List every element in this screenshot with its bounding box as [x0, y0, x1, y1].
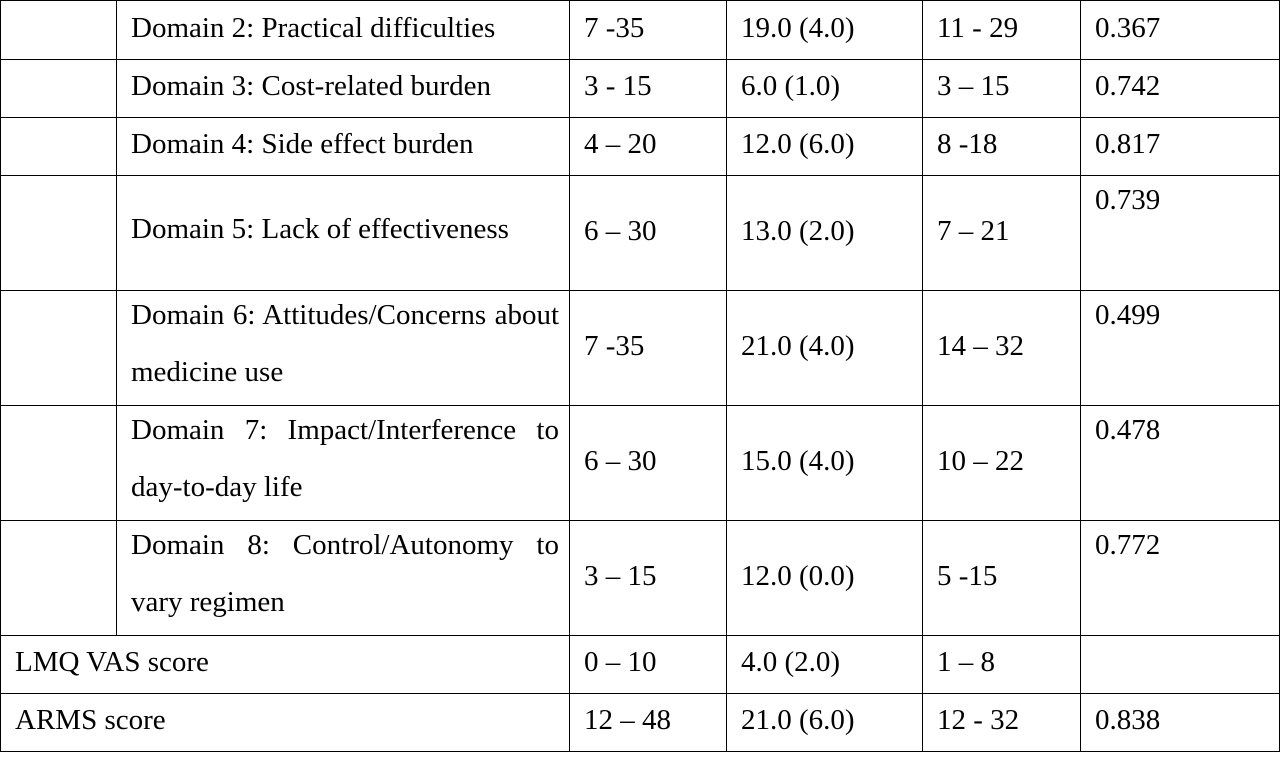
row-label: LMQ VAS score	[1, 636, 570, 694]
indent-cell	[1, 118, 117, 176]
alpha-cell: 0.499	[1081, 291, 1280, 406]
possible-range-cell: 4 – 20	[570, 118, 727, 176]
row-label: Domain 3: Cost-related burden	[117, 60, 570, 118]
possible-range-cell: 6 – 30	[570, 406, 727, 521]
observed-range-cell: 14 – 32	[923, 291, 1081, 406]
possible-range-cell: 12 – 48	[570, 694, 727, 752]
median-iqr-cell: 13.0 (2.0)	[727, 176, 923, 291]
median-iqr-cell: 6.0 (1.0)	[727, 60, 923, 118]
indent-cell	[1, 521, 117, 636]
table-row	[1, 694, 1280, 752]
median-iqr-cell: 21.0 (4.0)	[727, 291, 923, 406]
indent-cell	[1, 291, 117, 406]
median-iqr-cell: 4.0 (2.0)	[727, 636, 923, 694]
median-iqr-cell: 12.0 (0.0)	[727, 521, 923, 636]
median-iqr-cell: 12.0 (6.0)	[727, 118, 923, 176]
possible-range-cell: 3 - 15	[570, 60, 727, 118]
indent-cell	[1, 406, 117, 521]
row-label: Domain 6: Attitudes/Concerns about medicine use	[117, 291, 570, 406]
possible-range-cell: 0 – 10	[570, 636, 727, 694]
table-row	[1, 176, 1280, 291]
indent-cell	[1, 176, 117, 291]
possible-range-cell: 7 -35	[570, 291, 727, 406]
alpha-cell: 0.772	[1081, 521, 1280, 636]
table-row	[1, 636, 1280, 694]
table-row	[1, 1, 1280, 60]
alpha-cell: 0.739	[1081, 176, 1280, 291]
table-row	[1, 291, 1280, 406]
table-row	[1, 521, 1280, 636]
row-label: Domain 4: Side effect burden	[117, 118, 570, 176]
alpha-cell: 0.838	[1081, 694, 1280, 752]
indent-cell	[1, 1, 117, 60]
alpha-cell: 0.367	[1081, 1, 1280, 60]
observed-range-cell: 1 – 8	[923, 636, 1081, 694]
table-row	[1, 118, 1280, 176]
table-row	[1, 60, 1280, 118]
median-iqr-cell: 15.0 (4.0)	[727, 406, 923, 521]
observed-range-cell: 3 – 15	[923, 60, 1081, 118]
alpha-cell	[1081, 636, 1280, 694]
row-label: Domain 8: Control/Autonomy to vary regimen	[117, 521, 570, 636]
observed-range-cell: 11 - 29	[923, 1, 1081, 60]
row-label: ARMS score	[1, 694, 570, 752]
alpha-cell: 0.478	[1081, 406, 1280, 521]
row-label: Domain 5: Lack of effectiveness	[117, 176, 570, 291]
possible-range-cell: 6 – 30	[570, 176, 727, 291]
row-label: Domain 2: Practical difficulties	[117, 1, 570, 60]
observed-range-cell: 7 – 21	[923, 176, 1081, 291]
possible-range-cell: 7 -35	[570, 1, 727, 60]
observed-range-cell: 10 – 22	[923, 406, 1081, 521]
median-iqr-cell: 19.0 (4.0)	[727, 1, 923, 60]
indent-cell	[1, 60, 117, 118]
row-label: Domain 7: Impact/Interference to day-to-day life	[117, 406, 570, 521]
alpha-cell: 0.742	[1081, 60, 1280, 118]
observed-range-cell: 12 - 32	[923, 694, 1081, 752]
median-iqr-cell: 21.0 (6.0)	[727, 694, 923, 752]
observed-range-cell: 8 -18	[923, 118, 1081, 176]
observed-range-cell: 5 -15	[923, 521, 1081, 636]
table-row	[1, 406, 1280, 521]
possible-range-cell: 3 – 15	[570, 521, 727, 636]
alpha-cell: 0.817	[1081, 118, 1280, 176]
